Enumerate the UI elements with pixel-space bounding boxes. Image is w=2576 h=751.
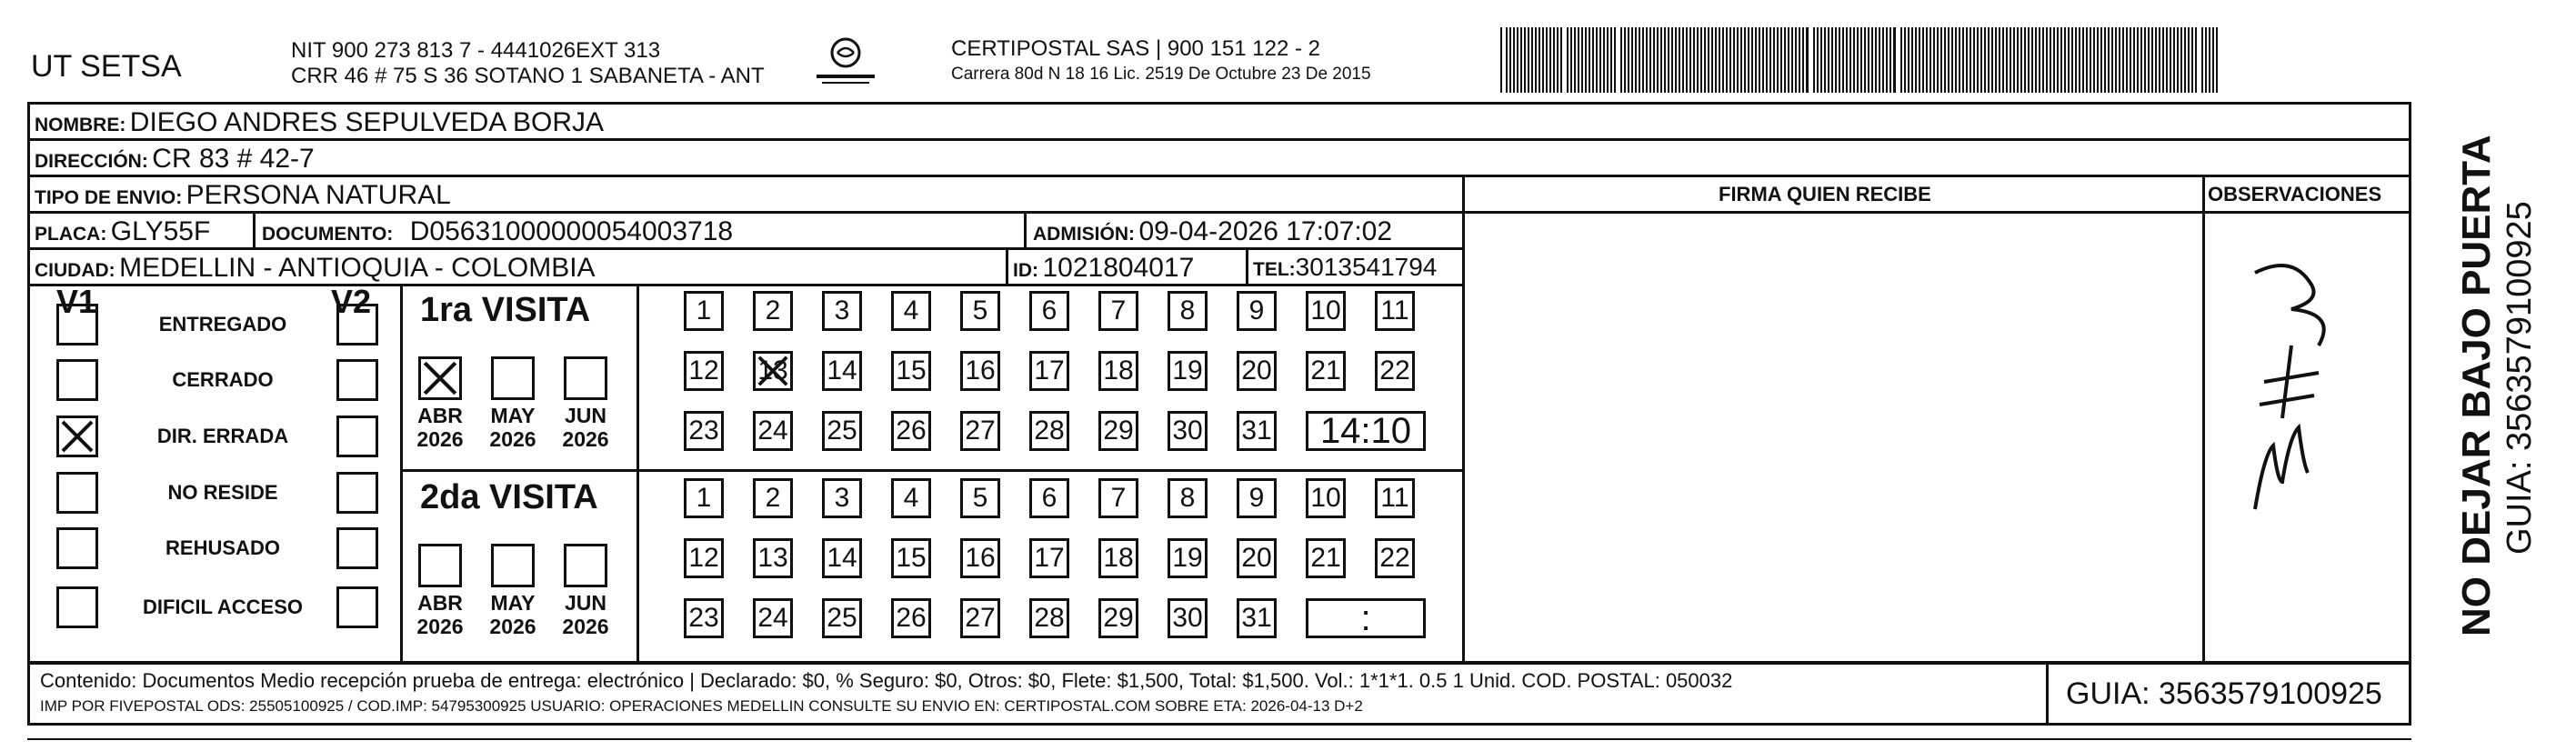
day-box[interactable] [822, 598, 862, 638]
day-number: 28 [1034, 603, 1065, 633]
phone: 3013541794 [1295, 253, 1438, 281]
plate: GLY55F [110, 216, 211, 246]
month-label: MAY 2026 [489, 404, 536, 452]
id-label: ID: [1013, 260, 1038, 281]
month-label: MAY 2026 [489, 591, 536, 639]
tipo-label: TIPO DE ENVIO: [35, 187, 183, 208]
day-box[interactable] [1237, 411, 1277, 451]
day-box[interactable] [891, 411, 931, 451]
day-number: 3 [834, 483, 850, 513]
day-box[interactable] [1306, 538, 1346, 578]
day-number: 3 [834, 295, 850, 325]
day-box[interactable] [891, 598, 931, 638]
day-box[interactable] [960, 411, 1000, 451]
day-box[interactable] [1237, 478, 1277, 518]
day-number: 29 [1103, 416, 1134, 446]
day-number: 21 [1310, 543, 1341, 573]
month-checkbox[interactable] [564, 544, 607, 587]
day-box[interactable] [684, 598, 724, 638]
day-number: 19 [1172, 355, 1203, 386]
day-box[interactable] [1237, 538, 1277, 578]
day-number: 14 [827, 355, 857, 386]
document-number: D05631000000054003718 [409, 216, 734, 246]
v1-checkbox[interactable] [56, 359, 98, 401]
v1-checkbox[interactable] [56, 416, 98, 457]
day-box[interactable] [1168, 478, 1208, 518]
day-number: 5 [972, 483, 988, 513]
day-number: 15 [896, 543, 927, 573]
carrier-line: CERTIPOSTAL SAS | 900 151 122 - 2 [951, 36, 1320, 61]
month-label: ABR 2026 [416, 591, 464, 639]
admission-date: 09-04-2026 17:07:02 [1138, 216, 1393, 246]
v1-checkbox[interactable] [56, 304, 98, 345]
footer-guia: GUIA: 3563579100925 [2066, 676, 2382, 711]
time-box[interactable]: : [1306, 598, 1426, 638]
visit1-title: 1ra VISITA [420, 291, 591, 329]
day-number: 17 [1034, 543, 1065, 573]
day-number: 13 [757, 543, 788, 573]
status-label: ENTREGADO [158, 313, 287, 335]
day-box[interactable] [684, 411, 724, 451]
v2-label: V2 [331, 283, 372, 320]
day-number: 29 [1103, 603, 1134, 633]
v1-checkbox[interactable] [56, 586, 98, 628]
city: MEDELLIN - ANTIOQUIA - COLOMBIA [119, 253, 596, 283]
day-box[interactable] [1029, 478, 1069, 518]
company-name: UT SETSA [31, 49, 182, 84]
day-number: 21 [1310, 355, 1341, 386]
status-label: CERRADO [172, 368, 274, 391]
day-box[interactable] [753, 351, 793, 391]
day-box[interactable] [753, 598, 793, 638]
day-number: 31 [1241, 603, 1272, 633]
day-number: 22 [1379, 355, 1410, 386]
license-line: Carrera 80d N 18 16 Lic. 2519 De Octubre 23 De 2015 [951, 65, 1371, 84]
v2-checkbox[interactable] [336, 527, 378, 569]
day-box[interactable] [1168, 538, 1208, 578]
day-box[interactable] [684, 291, 724, 331]
day-box[interactable] [1098, 351, 1138, 391]
documento-label: DOCUMENTO: [262, 224, 394, 245]
day-box[interactable] [1237, 351, 1277, 391]
day-box[interactable] [1029, 538, 1069, 578]
nit-line: NIT 900 273 813 7 - 4441026EXT 313 [291, 38, 661, 63]
month-checkbox[interactable] [564, 356, 607, 400]
day-box[interactable] [891, 291, 931, 331]
month-label: JUN 2026 [562, 404, 609, 452]
day-box[interactable] [1168, 291, 1208, 331]
day-box[interactable] [960, 351, 1000, 391]
day-number: 27 [965, 603, 996, 633]
day-box[interactable] [753, 538, 793, 578]
day-number: 23 [688, 603, 719, 633]
day-box[interactable] [1306, 351, 1346, 391]
day-number: 19 [1172, 543, 1203, 573]
placa-label: PLACA: [35, 224, 107, 245]
side-guia: GUIA: 3563579100925 [2501, 201, 2539, 555]
v2-checkbox[interactable] [336, 359, 378, 401]
month-label: JUN 2026 [562, 591, 609, 639]
day-box[interactable] [684, 351, 724, 391]
certipostal-logo [809, 35, 882, 89]
status-label: REHUSADO [165, 536, 280, 559]
day-number: 30 [1172, 416, 1203, 446]
month-label: ABR 2026 [416, 404, 464, 452]
day-box[interactable] [1168, 598, 1208, 638]
recipient-address: CR 83 # 42-7 [152, 144, 315, 174]
day-number: 6 [1041, 295, 1057, 325]
day-number: 15 [896, 355, 927, 386]
day-box[interactable] [753, 291, 793, 331]
time-box[interactable]: 14:10 [1306, 411, 1426, 451]
day-number: 16 [965, 355, 996, 386]
day-number: 20 [1241, 543, 1272, 573]
day-number: 17 [1034, 355, 1065, 386]
day-number: 5 [972, 295, 988, 325]
v2-checkbox[interactable] [336, 472, 378, 514]
day-box[interactable] [822, 538, 862, 578]
day-box[interactable] [684, 478, 724, 518]
day-number: 22 [1379, 543, 1410, 573]
day-box[interactable] [1029, 411, 1069, 451]
day-number: 8 [1179, 483, 1196, 513]
day-number: 9 [1248, 295, 1265, 325]
sender-address: CRR 46 # 75 S 36 SOTANO 1 SABANETA - ANT [291, 64, 765, 88]
day-box[interactable] [1375, 351, 1415, 391]
month-checkbox[interactable] [491, 356, 535, 400]
footer-print-info: IMP POR FIVEPOSTAL ODS: 25505100925 / COD.IMP: 54795300925 USUARIO: OPERACIONES MEDELLIN CONSULTE SU ENVIO EN: CERTIPOSTAL.COM SOBRE ETA: 2026-04-13 D+2 [40, 697, 1363, 715]
day-box[interactable] [1098, 538, 1138, 578]
day-box[interactable] [1375, 538, 1415, 578]
day-number: 24 [757, 416, 788, 446]
day-box[interactable] [684, 538, 724, 578]
day-number: 27 [965, 416, 996, 446]
shipment-type: PERSONA NATURAL [185, 180, 451, 210]
status-label: DIR. ERRADA [156, 425, 289, 447]
day-number: 7 [1110, 295, 1127, 325]
day-number: 25 [827, 603, 857, 633]
day-number: 31 [1241, 416, 1272, 446]
day-number: 16 [965, 543, 996, 573]
day-number: 23 [688, 416, 719, 446]
day-box[interactable] [960, 478, 1000, 518]
day-box[interactable] [960, 598, 1000, 638]
day-number: 24 [757, 603, 788, 633]
recipient-id: 1021804017 [1042, 253, 1195, 283]
day-box[interactable] [1029, 291, 1069, 331]
month-checkbox[interactable] [418, 544, 462, 587]
month-checkbox[interactable] [418, 356, 462, 400]
day-box[interactable] [1168, 351, 1208, 391]
visit2-title: 2da VISITA [420, 478, 598, 516]
day-box[interactable] [960, 291, 1000, 331]
day-number: 18 [1103, 355, 1134, 386]
day-box[interactable] [891, 351, 931, 391]
day-box[interactable] [753, 478, 793, 518]
day-number: 2 [765, 295, 781, 325]
day-number: 1 [696, 483, 712, 513]
v2-checkbox[interactable] [336, 586, 378, 628]
day-box[interactable] [1098, 598, 1138, 638]
observaciones-header: OBSERVACIONES [2208, 183, 2382, 205]
day-number: 12 [688, 355, 719, 386]
month-checkbox[interactable] [491, 544, 535, 587]
day-number: 9 [1248, 483, 1265, 513]
day-number: 10 [1310, 483, 1341, 513]
direccion-label: DIRECCIÓN: [35, 151, 148, 172]
day-number: 8 [1179, 295, 1196, 325]
day-box[interactable] [822, 291, 862, 331]
firma-header: FIRMA QUIEN RECIBE [1719, 183, 1931, 205]
day-number: 13 [757, 355, 788, 386]
day-box[interactable] [891, 538, 931, 578]
day-box[interactable] [822, 351, 862, 391]
day-box[interactable] [1375, 478, 1415, 518]
day-number: 4 [903, 483, 919, 513]
ciudad-label: CIUDAD: [35, 260, 115, 281]
day-box[interactable] [1098, 478, 1138, 518]
day-number: 2 [765, 483, 781, 513]
day-number: 1 [696, 295, 712, 325]
day-number: 4 [903, 295, 919, 325]
day-box[interactable] [960, 538, 1000, 578]
v1-checkbox[interactable] [56, 527, 98, 569]
tel-label: TEL: [1253, 259, 1296, 280]
day-number: 26 [896, 416, 927, 446]
status-label: DIFICIL ACCESO [142, 596, 303, 618]
v2-checkbox[interactable] [336, 304, 378, 345]
v1-label: V1 [56, 283, 97, 320]
day-number: 11 [1380, 483, 1409, 513]
day-box[interactable] [1237, 598, 1277, 638]
day-number: 30 [1172, 603, 1203, 633]
day-box[interactable] [1306, 478, 1346, 518]
recipient-name: DIEGO ANDRES SEPULVEDA BORJA [129, 107, 605, 137]
day-box[interactable] [1375, 291, 1415, 331]
day-number: 11 [1380, 295, 1409, 325]
footer-contents: Contenido: Documentos Medio recepción prueba de entrega: electrónico | Declarado: $0, % Seguro: $0, Otros: $0, Flete: $1,500, Total: $1,500. Vol.: 1*1*1. 0.5 1 Unid. COD. POSTAL: 050032 [40, 669, 1733, 692]
no-dejar-bajo-puerta: NO DEJAR BAJO PUERTA [2454, 135, 2499, 636]
day-number: 6 [1041, 483, 1057, 513]
admision-label: ADMISIÓN: [1033, 224, 1135, 245]
day-box[interactable] [1237, 291, 1277, 331]
day-number: 25 [827, 416, 857, 446]
day-box[interactable] [1098, 411, 1138, 451]
day-box[interactable] [822, 478, 862, 518]
day-number: 7 [1110, 483, 1127, 513]
handwritten-signature [2219, 245, 2364, 518]
day-box[interactable] [1029, 351, 1069, 391]
day-number: 10 [1310, 295, 1341, 325]
day-box[interactable] [1029, 598, 1069, 638]
day-number: 26 [896, 603, 927, 633]
day-box[interactable] [822, 411, 862, 451]
day-box[interactable] [891, 478, 931, 518]
day-box[interactable] [753, 411, 793, 451]
barcode [1500, 27, 2228, 93]
day-number: 14 [827, 543, 857, 573]
nombre-label: NOMBRE: [35, 115, 126, 135]
day-box[interactable] [1306, 291, 1346, 331]
status-label: NO RESIDE [167, 481, 278, 504]
v2-checkbox[interactable] [336, 416, 378, 457]
day-box[interactable] [1168, 411, 1208, 451]
day-number: 28 [1034, 416, 1065, 446]
day-box[interactable] [1098, 291, 1138, 331]
day-number: 20 [1241, 355, 1272, 386]
v1-checkbox[interactable] [56, 472, 98, 514]
day-number: 18 [1103, 543, 1134, 573]
day-number: 12 [688, 543, 719, 573]
